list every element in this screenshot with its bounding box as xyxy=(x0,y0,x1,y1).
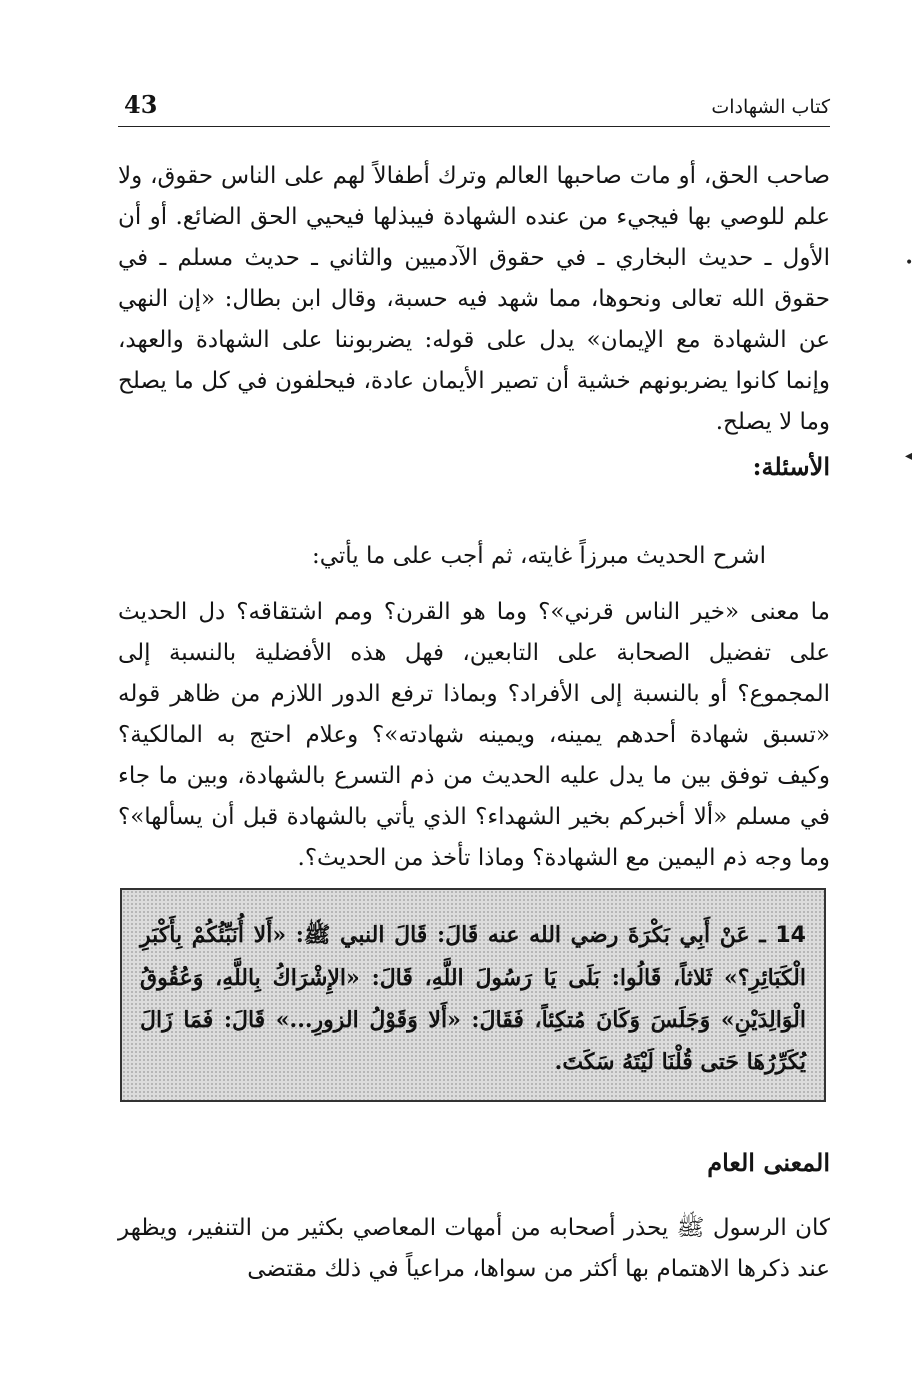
page-header xyxy=(118,84,830,127)
hadith-box xyxy=(120,888,826,1102)
general-meaning-paragraph xyxy=(118,1208,830,1290)
intro-paragraph-text: صاحب الحق، أو مات صاحبها العالم وترك أطفالاً لهم على الناس حقوق، ولا علم للوصي بها فيجيء من عنده الشهادة فيبذلها فيحيي الحق الضائع. أو أن الأول ـ حديث البخاري ـ في حقوق الآدميين والثاني ـ حديث مسلم ـ في حقوق الله تعالى ونحوها، مما شهد فيه حسبة، وقال ابن بطال: «إن النهي عن الشهادة مع الإيمان» يدل على قوله: يضربوننا على الشهادة والعهد، وإنما كانوا يضربونهم خشية أن تصير الأيمان عادة، فيحلفون في كل ما يصلح وما لا يصلح. xyxy=(118,163,830,435)
questions-instruction: اشرح الحديث مبرزاً غايته، ثم أجب على ما يأتي: xyxy=(311,543,766,569)
hadith-text: ـ عَنْ أَبِي بَكْرَةَ رضي الله عنه قَالَ: قَالَ النبي ﷺ: «أَلا أُنَبِّئُكُمْ بِأَكْبَرِ الْكَبَائِرِ؟» ثَلاثاً، قَالُوا: بَلَى يَا رَسُولَ اللَّهِ، قَالَ: «الإِشْرَاكُ بِاللَّهِ، وَعُقُوقُ الْوَالِدَيْنِ» وَجَلَسَ وَكَانَ مُتكِئاً، فَقَالَ: «أَلا وَقَوْلُ الزورِ...» قَالَ: فَمَا زَالَ يُكَرِّرُهَا حَتى قُلْنَا لَيْتَهُ سَكَتَ. xyxy=(140,922,806,1075)
hadith-number: 14 xyxy=(775,923,806,948)
margin-dot-mark: • xyxy=(905,255,914,271)
intro-paragraph xyxy=(118,156,830,443)
general-meaning-text: كان الرسول ﷺ يحذر أصحابه من أمهات المعاصي بكثير من التنفير، ويظهر عند ذكرها الاهتمام بها أكثر من سواها، مراعياً في ذلك مقتضى xyxy=(118,1215,830,1282)
hadith-text-block xyxy=(140,914,806,1083)
page-number: 43 xyxy=(124,90,158,119)
questions-heading: الأسئلة: xyxy=(752,452,830,481)
questions-paragraph xyxy=(118,592,830,879)
running-title: كتاب الشهادات xyxy=(711,96,830,118)
general-meaning-heading: المعنى العام xyxy=(707,1148,830,1177)
margin-arrow-mark: ◂ xyxy=(905,448,913,464)
questions-text: ما معنى «خير الناس قرني»؟ وما هو القرن؟ ومم اشتقاقه؟ دل الحديث على تفضيل الصحابة على التابعين، فهل هذه الأفضلية بالنسبة إلى المجموع؟ أو بالنسبة إلى الأفراد؟ وبماذا ترفع الدور اللازم من ظاهر قوله «تسبق شهادة أحدهم يمينه، ويمينه شهادته»؟ وعلام احتج به المالكية؟ وكيف توفق بين ما يدل عليه الحديث من ذم التسرع بالشهادة، وبين ما جاء في مسلم «ألا أخبركم بخير الشهداء؟ الذي يأتي بالشهادة قبل أن يسألها»؟ وما وجه ذم اليمين مع الشهادة؟ وماذا تأخذ من الحديث؟. xyxy=(118,599,830,871)
